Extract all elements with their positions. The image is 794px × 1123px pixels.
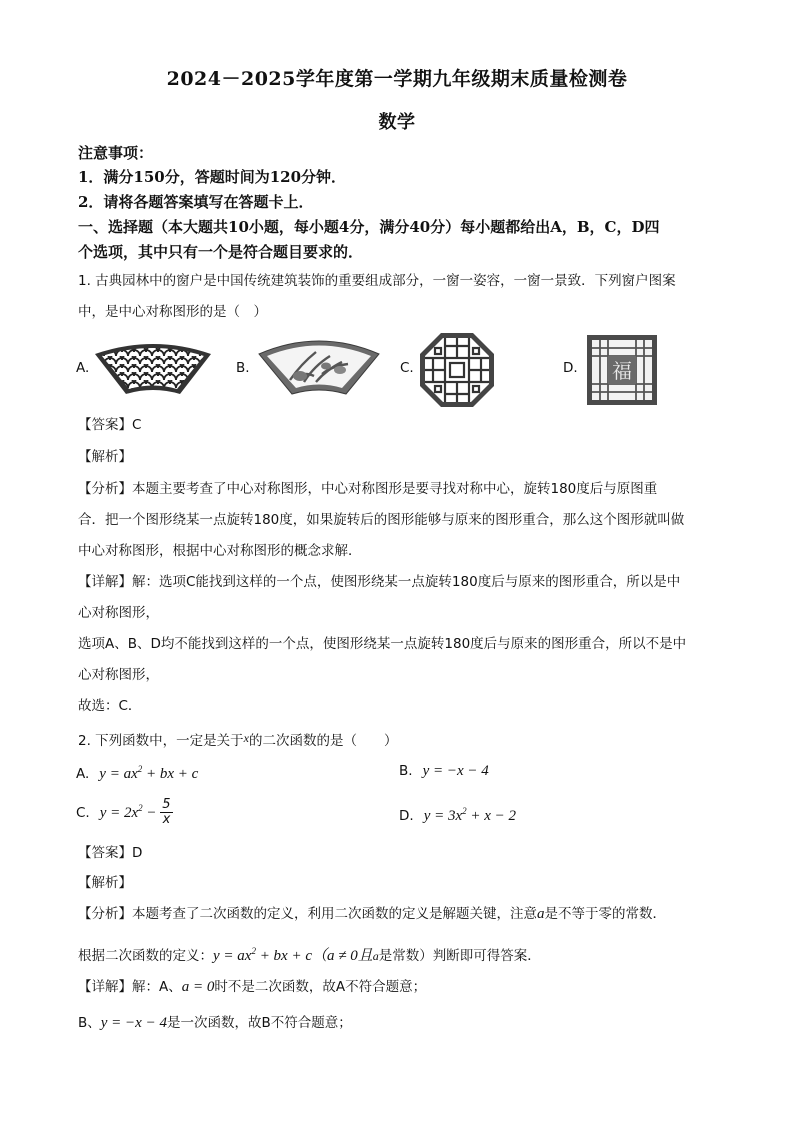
- q1-answer: 【答案】C: [78, 417, 142, 433]
- octagon-lattice-window-icon: [418, 331, 496, 413]
- q2-stem: [78, 728, 718, 751]
- q1-fenxi-line-2: 合．把一个图形绕某一点旋转180度，如果旋转后的图形能够与原来的图形重合，那么这个图形就叫做: [78, 512, 685, 528]
- q1-option-d-label: D.: [563, 360, 578, 376]
- notice-heading: 注意事项：: [78, 144, 154, 162]
- section-heading-line-2: 个选项，其中只有一个是符合题目要求的．: [78, 243, 364, 261]
- q2-stem-pre: 2. 下列函数中，一定是关于: [78, 733, 244, 749]
- q1-detail-line-1: 【详解】解：选项C能找到这样的一个点，使图形绕某一点旋转180度后与原来的图形重合，所以是中: [78, 574, 681, 590]
- q2-detail-line-2: B、y = −x − 4是一次函数，故B不符合题意；: [78, 1015, 352, 1031]
- q2-stem-var: x: [243, 731, 249, 745]
- q2-option-c-denominator: x: [162, 812, 171, 827]
- q1-detail-line-4: 心对称图形，: [78, 667, 159, 683]
- notice-item-2: 2．请将各题答案填写在答题卡上．: [78, 193, 314, 211]
- q2-option-b-formula: y = −x − 4: [422, 763, 489, 779]
- q1-detail-line-2: 心对称图形，: [78, 605, 159, 621]
- q1-option-c-label: C.: [400, 360, 414, 376]
- q2-option-d-label: D.: [399, 808, 414, 824]
- q2-option-c-fraction: [160, 798, 172, 827]
- fan-lattice-window-icon: [92, 340, 214, 402]
- q2-option-b: [399, 763, 489, 780]
- q2-option-c-formula: $y = 2x^2$ −: [99, 802, 161, 821]
- q2-option-a-label: A.: [76, 766, 90, 782]
- q1-choice: 故选：C．: [78, 698, 142, 714]
- subject-title: 数学: [378, 112, 416, 133]
- square-fu-window-icon: [586, 334, 658, 410]
- section-heading-line-1: 一、选择题（本大题共10小题，每小题4分，满分40分）每小题都给出A，B，C，D四: [78, 218, 660, 236]
- q2-option-d: [399, 806, 516, 825]
- q1-analysis-label: 【解析】: [78, 449, 132, 465]
- q2-option-a-formula: $y = ax^2$ + bx + c: [99, 764, 199, 782]
- q2-fenxi-line-1: 【分析】本题考查了二次函数的定义，利用二次函数的定义是解题关键，注意a是不等于零的常数．: [78, 906, 666, 922]
- notice-item-1: 1．满分150分，答题时间为120分钟．: [78, 168, 347, 186]
- q2-fenxi-line-2: 根据二次函数的定义：$y = ax^2$ + bx + c（a ≠ 0且a是常数）判断即可得答案．: [78, 946, 541, 964]
- fan-orchid-window-icon: [256, 336, 382, 402]
- q1-option-b-label: B.: [236, 360, 250, 376]
- q1-stem-line-1: 1. 古典园林中的窗户是中国传统建筑装饰的重要组成部分，一窗一姿容，一窗一景致．下列窗户图案: [78, 273, 676, 289]
- q1-fenxi-line-1: 【分析】本题主要考查了中心对称图形，中心对称图形是要寻找对称中心，旋转180度后与原图重: [78, 481, 658, 497]
- q1-option-a-label: A.: [76, 360, 90, 376]
- q2-option-c-numerator: 5: [162, 797, 171, 812]
- q2-detail-line-1: 【详解】解：A、a = 0时不是二次函数，故A不符合题意；: [78, 979, 427, 995]
- q2-option-c-label: C.: [76, 804, 90, 821]
- fu-character: 福: [612, 359, 632, 383]
- q1-detail-line-3: 选项A、B、D均不能找到这样的一个点，使图形绕某一点旋转180度后与原来的图形重合，所以不是中: [78, 636, 687, 652]
- q2-option-d-formula: $y = 3x^2 + x - 2$: [423, 806, 517, 824]
- exam-title: 2024－2025学年度第一学期九年级期末质量检测卷: [166, 68, 628, 90]
- q2-answer: 【答案】D: [78, 845, 143, 861]
- q2-option-b-label: B.: [399, 763, 413, 779]
- q2-analysis-label: 【解析】: [78, 875, 132, 891]
- q2-stem-post: 的二次函数的是（ ）: [249, 733, 398, 749]
- q1-stem-line-2: 中，是中心对称图形的是（ ）: [78, 304, 267, 320]
- q1-fenxi-line-3: 中心对称图形，根据中心对称图形的概念求解．: [78, 543, 362, 559]
- q2-option-c: [76, 798, 173, 827]
- q2-option-a: [76, 764, 198, 783]
